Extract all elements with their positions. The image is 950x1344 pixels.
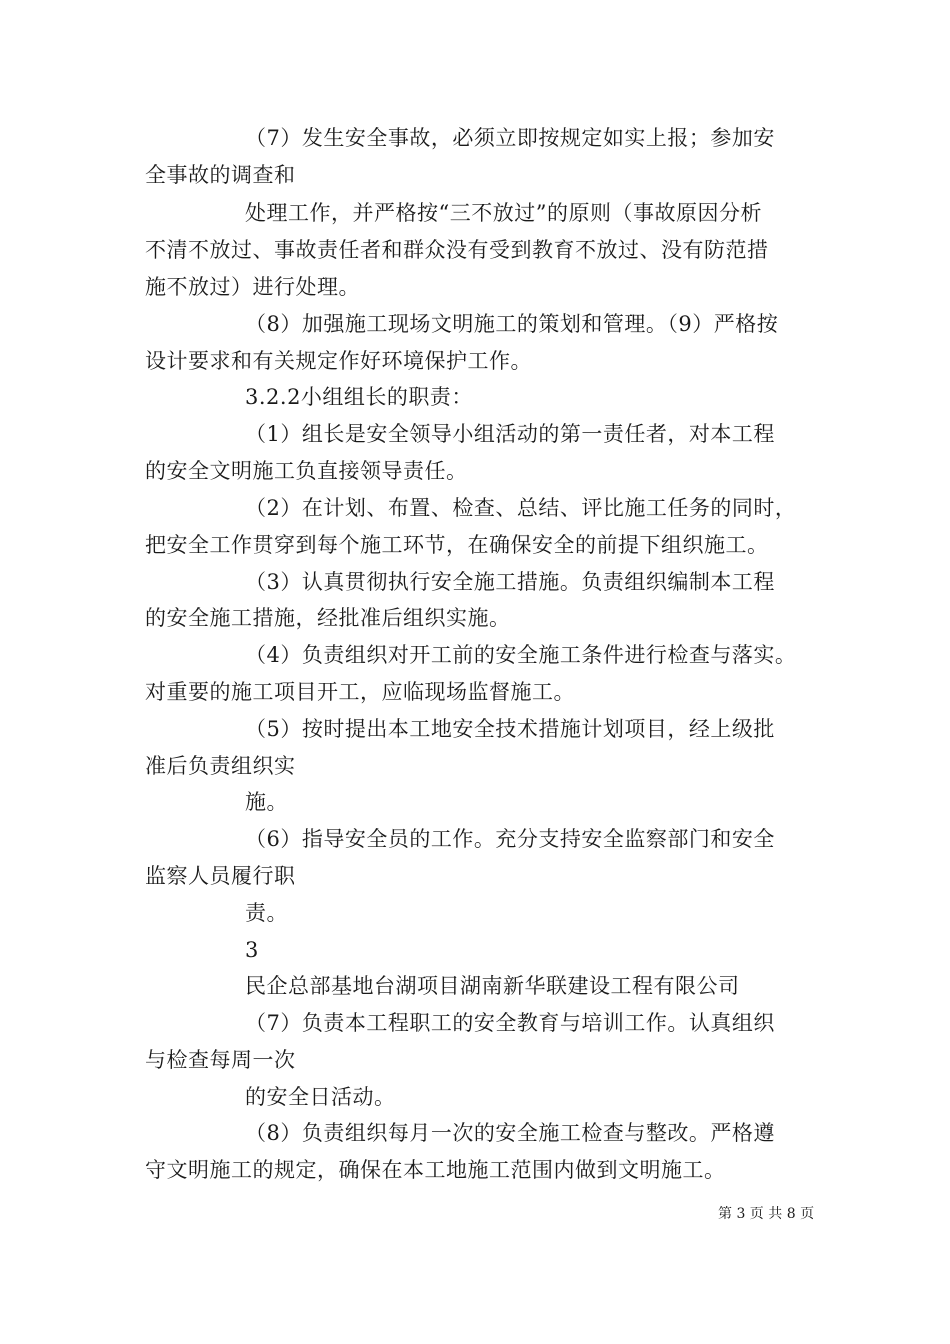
text-line: 全事故的调查和	[145, 163, 296, 187]
text-line: 准后负责组织实	[145, 754, 296, 778]
text-line: （7）负责本工程职工的安全教育与培训工作。认真组织	[245, 1011, 775, 1035]
text-line: （8）负责组织每月一次的安全施工检查与整改。严格遵	[245, 1121, 775, 1145]
page-number-inline: 3	[245, 938, 259, 962]
text-line: 施不放过）进行处理。	[145, 275, 360, 299]
text-line: 的安全施工措施，经批准后组织实施。	[145, 606, 511, 630]
text-line: 的安全日活动。	[245, 1085, 396, 1109]
text-line: 处理工作，并严格按“三不放过”的原则（事故原因分析	[245, 201, 762, 225]
text-line: 守文明施工的规定，确保在本工地施工范围内做到文明施工。	[145, 1158, 726, 1182]
text-line: （1）组长是安全领导小组活动的第一责任者，对本工程	[245, 422, 775, 446]
page-footer: 第 3 页 共 8 页	[718, 1206, 815, 1222]
text-line: 设计要求和有关规定作好环境保护工作。	[145, 349, 532, 373]
text-line: 监察人员履行职	[145, 864, 296, 888]
company-name: 民企总部基地台湖项目湖南新华联建设工程有限公司	[245, 974, 740, 998]
text-line: 与检查每周一次	[145, 1048, 296, 1072]
text-line: （5）按时提出本工地安全技术措施计划项目，经上级批	[245, 717, 775, 741]
text-line: （2）在计划、布置、检查、总结、评比施工任务的同时，	[245, 496, 797, 520]
text-line: 对重要的施工项目开工，应临现场监督施工。	[145, 680, 575, 704]
text-line: （3）认真贯彻执行安全施工措施。负责组织编制本工程	[245, 570, 775, 594]
text-line: （6）指导安全员的工作。充分支持安全监察部门和安全	[245, 827, 775, 851]
text-line: 不清不放过、事故责任者和群众没有受到教育不放过、没有防范措	[145, 238, 769, 262]
text-line: 的安全文明施工负直接领导责任。	[145, 459, 468, 483]
text-line: （7）发生安全事故，必须立即按规定如实上报；参加安	[245, 126, 775, 150]
text-line: 责。	[245, 901, 288, 925]
text-line: 施。	[245, 790, 288, 814]
section-heading: 3.2.2小组组长的职责：	[245, 385, 473, 409]
text-line: （8）加强施工现场文明施工的策划和管理。（9）严格按	[245, 312, 779, 336]
text-line: （4）负责组织对开工前的安全施工条件进行检查与落实。	[245, 643, 797, 667]
text-line: 把安全工作贯穿到每个施工环节，在确保安全的前提下组织施工。	[145, 533, 769, 557]
